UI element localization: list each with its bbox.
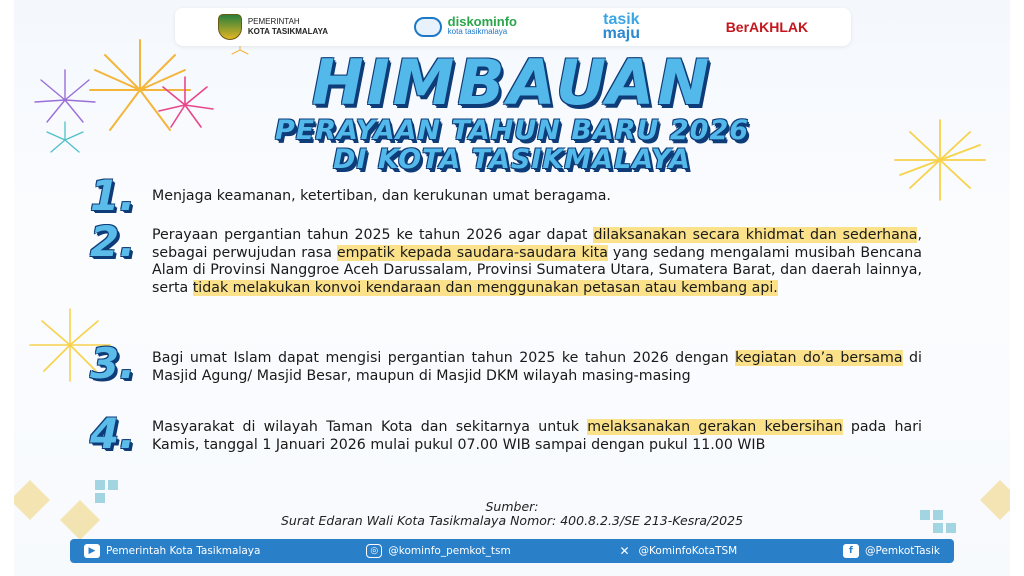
item-number-3: 3. [90, 339, 136, 388]
tasik-maju-logo [603, 13, 640, 41]
youtube-handle: Pemerintah Kota Tasikmalaya [106, 545, 261, 557]
page-subtitle-line2: DI KOTA TASIKMALAYA [333, 144, 691, 175]
facebook-handle: @PemkotTasik [865, 545, 940, 557]
social-instagram[interactable] [366, 544, 510, 558]
item-text-1 [152, 188, 922, 206]
page-subtitle-line1: PERAYAAN TAHUN BARU 2026 [274, 115, 750, 146]
item-text-4 [152, 419, 922, 454]
pemkot-logo-line1: PEMERINTAH [247, 17, 300, 26]
pemkot-logo [218, 14, 328, 40]
facebook-icon: f [843, 544, 859, 558]
tasikmalaya-seal-icon [218, 14, 242, 40]
diskominfo-mark-icon [414, 17, 442, 37]
item-number-4: 4. [90, 409, 136, 458]
item-4-text-part2: pada hari Kamis, tanggal 1 Januari 2026 mulai pukul 07.00 WIB sampai dengan pukul 11.00 WIB [152, 419, 922, 453]
x-handle: @KominfoKotaTSM [638, 545, 738, 557]
item-3-text-part2: di Masjid Agung/ Masjid Besar, maupun di Masjid DKM wilayah masing-masing [152, 350, 922, 384]
diskominfo-logo [414, 14, 517, 37]
source-reference: Surat Edaran Wali Kota Tasikmalaya Nomor: 400.8.2.3/SE 213-Kesra/2025 [280, 513, 744, 528]
item-2-highlight-3: tidak melakukan konvoi kendaraan dan menggunakan petasan atau kembang api. [192, 279, 778, 296]
berakhlak-logo-text: BerAKHLAK [725, 19, 809, 35]
youtube-icon: ▶ [84, 544, 100, 558]
tasik-maju-line1: tasik [603, 11, 640, 28]
item-3-highlight-1: kegiatan do’a bersama [735, 350, 903, 366]
social-youtube[interactable] [84, 544, 260, 558]
item-1-text: Menjaga keamanan, ketertiban, dan kerukunan umat beragama. [152, 188, 611, 204]
diskominfo-logo-line1: diskominfo [447, 14, 517, 29]
social-x[interactable] [617, 544, 738, 558]
social-facebook[interactable] [843, 544, 940, 558]
social-media-bar [70, 539, 954, 563]
instagram-handle: @kominfo_pemkot_tsm [388, 545, 511, 557]
instagram-icon: ◎ [366, 544, 382, 558]
item-number-1: 1. [90, 171, 136, 220]
item-2-text-part2: , sebagai perwujudan rasa [152, 227, 922, 261]
left-edge-border [0, 0, 14, 576]
tasik-maju-line2: maju [602, 25, 641, 42]
item-2-text-part3: yang sedang mengalami musibah Bencana Alam di Provinsi Nanggroe Aceh Darussalam, Provinsi Sumatera Utara, Sumatera Barat, dan daerah lainnya, serta [152, 244, 922, 296]
item-number-2: 2. [90, 217, 136, 266]
item-3-text-part1: Bagi umat Islam dapat mengisi pergantian tahun 2025 ke tahun 2026 dengan [152, 350, 736, 366]
item-2-text-part1: Perayaan pergantian tahun 2025 ke tahun 2026 agar dapat [152, 227, 594, 243]
page-title: HIMBAUAN [311, 46, 713, 119]
right-edge-border [1010, 0, 1024, 576]
item-4-highlight-1: melaksanakan gerakan kebersihan [587, 419, 843, 435]
diskominfo-logo-line2: kota tasikmalaya [447, 27, 508, 36]
item-text-2 [152, 227, 922, 297]
item-4-text-part1: Masyarakat di wilayah Taman Kota dan sekitarnya untuk [152, 419, 588, 435]
item-text-3 [152, 350, 922, 385]
item-2-highlight-1: dilaksanakan secara khidmat dan sederhana [593, 227, 918, 243]
item-2-highlight-2: empatik kepada saudara-saudara kita [336, 244, 608, 261]
source-label: Sumber: [485, 499, 539, 514]
logo-bar [175, 8, 851, 46]
x-icon: ✕ [619, 544, 630, 558]
pemkot-logo-line2: KOTA TASIKMALAYA [247, 27, 328, 36]
berakhlak-logo [726, 19, 808, 35]
